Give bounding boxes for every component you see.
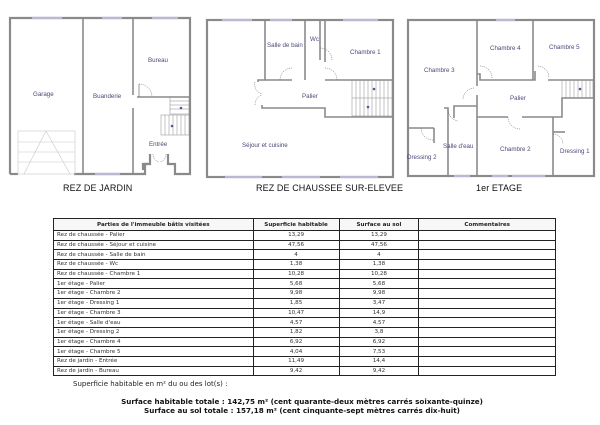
table-row bbox=[54, 337, 556, 347]
cell-sol: 9,42 bbox=[339, 366, 419, 376]
room-label-buanderie: Buanderie bbox=[93, 93, 122, 100]
table-row bbox=[54, 279, 556, 289]
room-label-wc: Wc bbox=[310, 36, 319, 43]
cell-sol: 14,4 bbox=[339, 356, 419, 366]
room-label-chambre-2: Chambre 2 bbox=[500, 146, 531, 153]
cell-habitable: 9,98 bbox=[253, 289, 339, 299]
cell-sol: 7,53 bbox=[339, 347, 419, 357]
cell-part: 1er étage - Chambre 4 bbox=[54, 337, 254, 347]
header-superficie-habitable: Superficie habitable bbox=[253, 219, 339, 231]
room-label-chambre-1: Chambre 1 bbox=[350, 49, 381, 56]
table-row bbox=[54, 308, 556, 318]
room-label-palier: Palier bbox=[302, 93, 318, 100]
cell-part: Rez de chaussée - Palier bbox=[54, 231, 254, 241]
cell-sol: 13,29 bbox=[339, 231, 419, 241]
cell-sol: 4 bbox=[339, 250, 419, 260]
table-row bbox=[54, 356, 556, 366]
room-label-chambre-3: Chambre 3 bbox=[424, 67, 455, 74]
table-row bbox=[54, 318, 556, 328]
plan-1er-etage bbox=[407, 20, 594, 176]
cell-habitable: 6,92 bbox=[253, 337, 339, 347]
cell-part: 1er étage - Chambre 5 bbox=[54, 347, 254, 357]
room-label-bureau: Bureau bbox=[148, 57, 168, 64]
table-row bbox=[54, 250, 556, 260]
stairs-icon bbox=[161, 97, 189, 135]
cell-sol: 10,28 bbox=[339, 269, 419, 279]
table-row bbox=[54, 347, 556, 357]
cell-sol: 1,38 bbox=[339, 260, 419, 270]
cell-comment bbox=[419, 250, 556, 260]
table-row bbox=[54, 231, 556, 241]
plan-rez-de-jardin bbox=[10, 18, 190, 174]
plan-caption-1er-etage: 1er ETAGE bbox=[476, 183, 523, 193]
cell-comment bbox=[419, 366, 556, 376]
table-row bbox=[54, 289, 556, 299]
cell-comment bbox=[419, 269, 556, 279]
cell-comment bbox=[419, 231, 556, 241]
cell-sol: 6,92 bbox=[339, 337, 419, 347]
garage-door-icon bbox=[18, 131, 75, 174]
room-label-chambre-4: Chambre 4 bbox=[490, 45, 521, 52]
header-commentaires: Commentaires bbox=[419, 219, 556, 231]
room-label-salle-de-bain: Salle de bain bbox=[267, 42, 303, 49]
total-sol: Surface au sol totale : 157,18 m² (cent cinquante-sept mètres carrés dix-huit) bbox=[144, 406, 460, 415]
room-label-garage: Garage bbox=[33, 91, 54, 98]
cell-sol: 47,56 bbox=[339, 240, 419, 250]
cell-habitable: 5,68 bbox=[253, 279, 339, 289]
cell-sol: 9,98 bbox=[339, 289, 419, 299]
cell-part: Rez de chaussée - Salle de bain bbox=[54, 250, 254, 260]
floor-plans bbox=[0, 0, 600, 200]
header-parties: Parties de l'immeuble bâtis visitées bbox=[54, 219, 254, 231]
header-surface-au-sol: Surface au sol bbox=[339, 219, 419, 231]
stairs-icon bbox=[562, 80, 593, 98]
cell-sol: 3,47 bbox=[339, 298, 419, 308]
cell-comment bbox=[419, 289, 556, 299]
cell-comment bbox=[419, 337, 556, 347]
room-label-chambre-5: Chambre 5 bbox=[549, 44, 580, 51]
table-row bbox=[54, 240, 556, 250]
cell-comment bbox=[419, 356, 556, 366]
room-label-dressing-2: Dressing 2 bbox=[407, 154, 437, 161]
cell-comment bbox=[419, 260, 556, 270]
cell-habitable: 9,42 bbox=[253, 366, 339, 376]
floor-plan-drawings bbox=[0, 0, 600, 200]
cell-habitable: 10,47 bbox=[253, 308, 339, 318]
cell-habitable: 1,38 bbox=[253, 260, 339, 270]
cell-habitable: 10,28 bbox=[253, 269, 339, 279]
cell-comment bbox=[419, 318, 556, 328]
cell-habitable: 4,04 bbox=[253, 347, 339, 357]
cell-habitable: 4,57 bbox=[253, 318, 339, 328]
cell-part: Rez de chaussée - Chambre 1 bbox=[54, 269, 254, 279]
cell-part: 1er étage - Dressing 1 bbox=[54, 298, 254, 308]
room-label-palier: Palier bbox=[510, 95, 526, 102]
cell-comment bbox=[419, 308, 556, 318]
total-habitable: Surface habitable totale : 142,75 m² (cent quarante-deux mètres carrés soixante-quinze) bbox=[121, 397, 483, 406]
cell-habitable: 1,82 bbox=[253, 327, 339, 337]
cell-comment bbox=[419, 240, 556, 250]
cell-comment bbox=[419, 298, 556, 308]
cell-part: Rez de jardin - Bureau bbox=[54, 366, 254, 376]
cell-part: Rez de chaussée - Séjour et cuisine bbox=[54, 240, 254, 250]
cell-sol: 5,68 bbox=[339, 279, 419, 289]
summary-label: Superficie habitable en m² du ou des lot(s) : bbox=[73, 380, 228, 388]
room-label-dressing-1: Dressing 1 bbox=[560, 148, 590, 155]
table-row bbox=[54, 298, 556, 308]
cell-part: Rez de jardin - Entrée bbox=[54, 356, 254, 366]
stairs-icon bbox=[352, 80, 392, 116]
cell-sol: 4,57 bbox=[339, 318, 419, 328]
plan-caption-rez-de-chaussee: REZ DE CHAUSSEE SUR-ELEVEE bbox=[256, 183, 404, 193]
cell-habitable: 11,49 bbox=[253, 356, 339, 366]
table-row bbox=[54, 327, 556, 337]
room-label-entree: Entrée bbox=[149, 141, 168, 148]
cell-part: 1er étage - Chambre 3 bbox=[54, 308, 254, 318]
cell-habitable: 4 bbox=[253, 250, 339, 260]
cell-sol: 14,9 bbox=[339, 308, 419, 318]
surface-table bbox=[53, 218, 556, 376]
cell-habitable: 1,85 bbox=[253, 298, 339, 308]
cell-sol: 3,8 bbox=[339, 327, 419, 337]
room-label-sejour-cuisine: Séjour et cuisine bbox=[242, 142, 288, 149]
plan-caption-rez-de-jardin: REZ DE JARDIN bbox=[63, 183, 133, 193]
cell-part: 1er étage - Dressing 2 bbox=[54, 327, 254, 337]
room-label-salle-deau: Salle d'eau bbox=[443, 143, 474, 150]
cell-comment bbox=[419, 279, 556, 289]
cell-habitable: 47,56 bbox=[253, 240, 339, 250]
cell-part: 1er étage - Salle d'eau bbox=[54, 318, 254, 328]
table-row bbox=[54, 366, 556, 376]
table-header-row bbox=[54, 219, 556, 231]
cell-habitable: 13,29 bbox=[253, 231, 339, 241]
cell-part: 1er étage - Chambre 2 bbox=[54, 289, 254, 299]
plan-rez-de-chaussee bbox=[207, 20, 393, 177]
table-row bbox=[54, 260, 556, 270]
table-row bbox=[54, 269, 556, 279]
cell-comment bbox=[419, 327, 556, 337]
cell-part: 1er étage - Palier bbox=[54, 279, 254, 289]
cell-part: Rez de chaussée - Wc bbox=[54, 260, 254, 270]
cell-comment bbox=[419, 347, 556, 357]
